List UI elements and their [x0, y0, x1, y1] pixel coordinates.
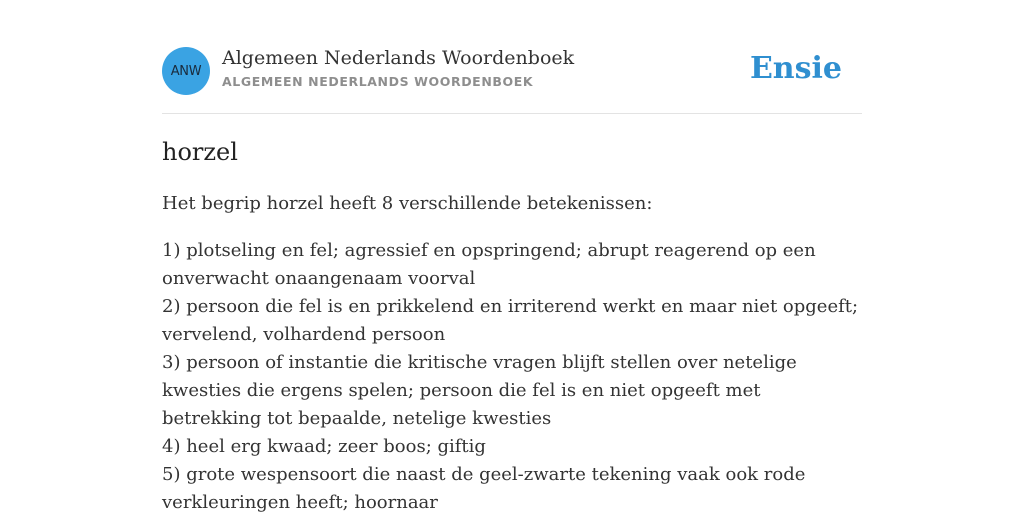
ensie-logo-link[interactable]: Ensie	[749, 51, 842, 86]
meaning-item: 3) persoon of instantie die kritische vragen blijft stellen over netelige kwesties die ergens spelen; persoon die fel is en niet opgeeft met betrekking tot bepaalde, netelige kwesties	[162, 352, 797, 429]
meaning-item: 1) plotseling en fel; agressief en opspringend; abrupt reagerend op een onverwacht onaangenaam voorval	[162, 240, 816, 289]
meaning-item: 2) persoon die fel is en prikkelend en irriterend werkt en maar niet opgeeft; vervelend, volhardend persoon	[162, 296, 859, 345]
entry-word: horzel	[162, 138, 238, 166]
meanings-list	[162, 237, 862, 512]
source-subtitle: ALGEMEEN NEDERLANDS WOORDENBOEK	[222, 74, 534, 89]
source-avatar[interactable]: ANW	[162, 47, 210, 95]
meaning-item: 4) heel erg kwaad; zeer boos; giftig	[162, 436, 486, 457]
content-container	[162, 0, 862, 512]
entry-intro: Het begrip horzel heeft 8 verschillende betekenissen:	[162, 193, 653, 214]
source-title[interactable]: Algemeen Nederlands Woordenboek	[222, 47, 575, 69]
source-header	[162, 0, 862, 114]
meaning-item: 5) grote wespensoort die naast de geel-zwarte tekening vaak ook rode verkleuringen heeft; hoornaar	[162, 464, 806, 512]
